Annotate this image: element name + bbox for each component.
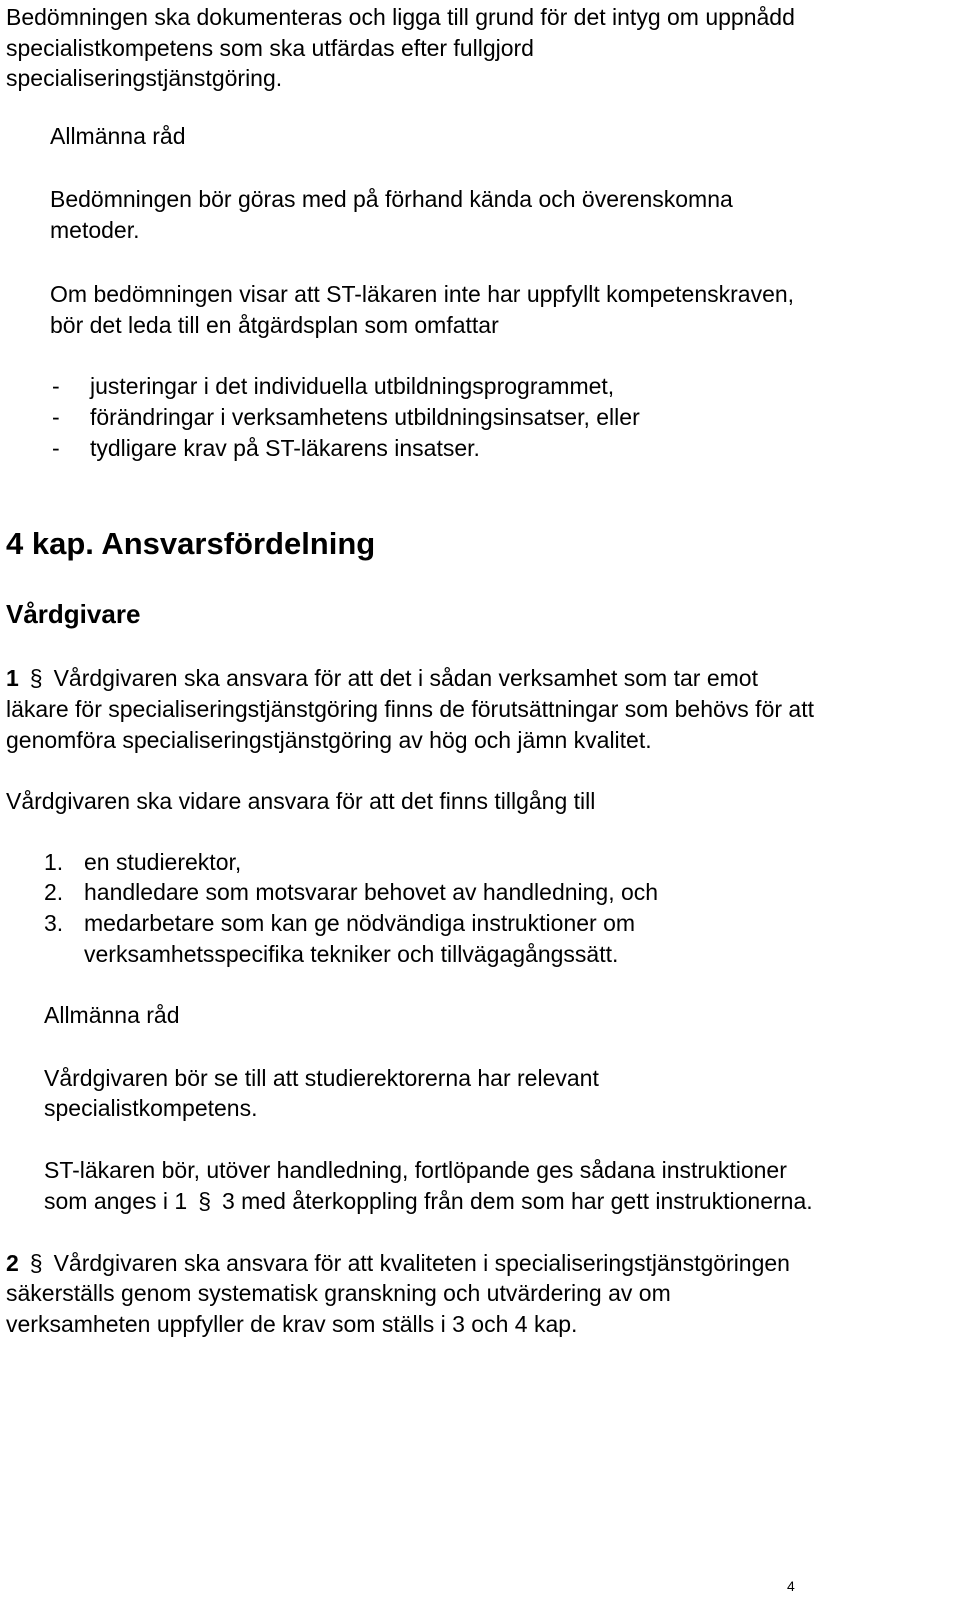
- list-item: medarbetare som kan ge nödvändiga instruktioner om: [84, 910, 636, 936]
- intro-line: Bedömningen ska dokumenteras och ligga till grund för det intyg om uppnådd: [6, 4, 795, 30]
- advice-line: ST-läkaren bör, utöver handledning, fortlöpande ges sådana instruktioner: [44, 1157, 787, 1183]
- advice-line-with-reference: [44, 1186, 813, 1217]
- advice-line: bör det leda till en åtgärdsplan som omfattar: [50, 312, 499, 338]
- advice-line: metoder.: [50, 217, 140, 243]
- paragraph-2-first-line: [6, 1248, 790, 1279]
- general-advice-heading: Allmänna råd: [44, 1002, 180, 1028]
- list-item: en studierektor,: [84, 849, 242, 875]
- list-number: 2.: [44, 879, 64, 905]
- list-item: handledare som motsvarar behovet av handledning, och: [84, 879, 659, 905]
- paragraph-1-first-line: [6, 663, 758, 694]
- advice-line: Om bedömningen visar att ST-läkaren inte har uppfyllt kompetenskraven,: [50, 281, 795, 307]
- intro-line: specialiseringstjänstgöring.: [6, 65, 283, 91]
- list-dash: -: [52, 404, 60, 430]
- advice-text: som anges i 1: [44, 1188, 188, 1214]
- general-advice-heading: Allmänna råd: [50, 123, 186, 149]
- list-number: 1.: [44, 849, 64, 875]
- advice-line: Vårdgivaren bör se till att studierektorerna har relevant: [44, 1065, 599, 1091]
- list-dash: -: [52, 435, 60, 461]
- section-title: Vårdgivare: [6, 599, 141, 629]
- paragraph-line: säkerställs genom systematisk granskning och utvärdering av om: [6, 1280, 671, 1306]
- paragraph-number: 1: [6, 665, 19, 691]
- paragraph-line: genomföra specialiseringstjänstgöring av hög och jämn kvalitet.: [6, 727, 652, 753]
- advice-text: 3 med återkoppling från dem som har gett instruktionerna.: [221, 1188, 813, 1214]
- intro-line: specialistkompetens som ska utfärdas efter fullgjord: [6, 35, 534, 61]
- list-item: justeringar i det individuella utbildningsprogrammet,: [90, 373, 615, 399]
- section-sign-icon: §: [29, 665, 43, 691]
- section-sign-icon: §: [29, 1250, 43, 1276]
- chapter-title: 4 kap. Ansvarsfördelning: [6, 526, 376, 561]
- section-sign-icon: §: [198, 1188, 211, 1214]
- list-item: tydligare krav på ST-läkarens insatser.: [90, 435, 480, 461]
- paragraph-lead: Vårdgivaren ska vidare ansvara för att det finns tillgång till: [6, 788, 596, 814]
- advice-line: specialistkompetens.: [44, 1095, 258, 1121]
- paragraph-line: läkare för specialiseringstjänstgöring finns de förutsättningar som behövs för att: [6, 696, 814, 722]
- paragraph-line: verksamheten uppfyller de krav som ställs i 3 och 4 kap.: [6, 1311, 578, 1337]
- paragraph-text: Vårdgivaren ska ansvara för att kvaliteten i specialiseringstjänstgöringen: [53, 1250, 790, 1276]
- list-number: 3.: [44, 910, 64, 936]
- paragraph-number: 2: [6, 1250, 19, 1276]
- page-number: 4: [787, 1578, 795, 1594]
- list-item-continuation: verksamhetsspecifika tekniker och tillvägagångssätt.: [84, 941, 619, 967]
- list-item: förändringar i verksamhetens utbildningsinsatser, eller: [90, 404, 640, 430]
- list-dash: -: [52, 373, 60, 399]
- advice-line: Bedömningen bör göras med på förhand kända och överenskomna: [50, 186, 733, 212]
- paragraph-text: Vårdgivaren ska ansvara för att det i sådan verksamhet som tar emot: [53, 665, 758, 691]
